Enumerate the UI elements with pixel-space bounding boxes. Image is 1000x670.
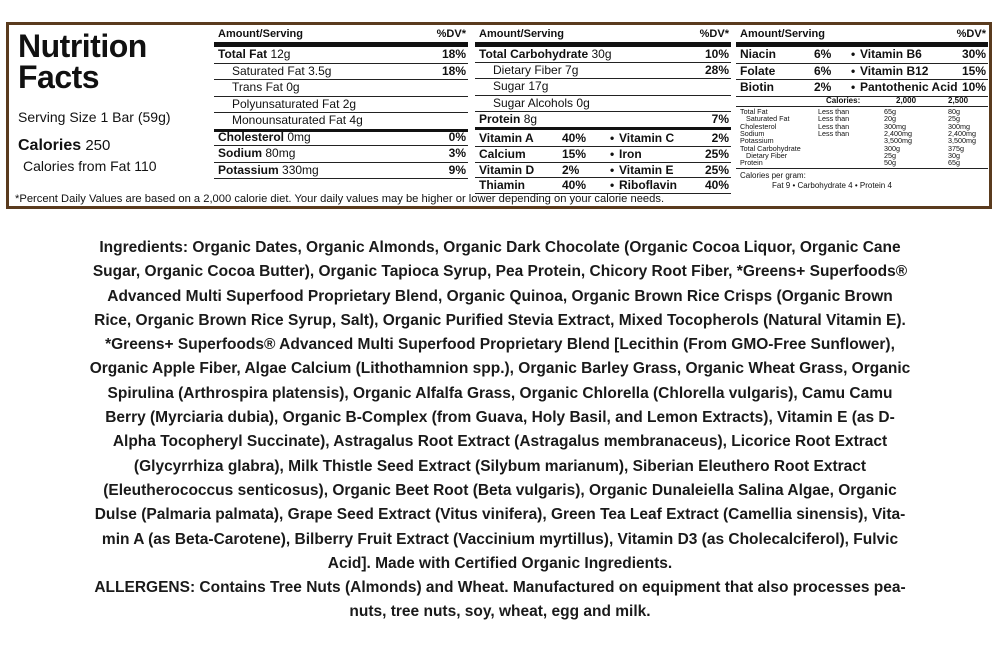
dv-table-cell: Less than	[818, 121, 850, 131]
amount-header: Amount/Serving	[218, 28, 303, 40]
vitamin-name: Vitamin B12	[860, 63, 929, 78]
nutrient-dv: 9%	[448, 162, 466, 177]
ingredients-line: (Eleutherococcus senticosus), Organic Beet Root (Beta vulgaris), Organic Dunaleiella Salina Algae, Organic	[103, 481, 897, 499]
dv-table-cell: 25g	[948, 114, 960, 124]
dv-table-cell: Total Carbohydrate	[740, 143, 801, 153]
dv-table-cell: 3,500mg	[948, 136, 976, 146]
nutrition-facts-panel	[6, 22, 992, 209]
nutrient-label: Sugar	[493, 79, 526, 94]
ingredients-line: (Glycyrrhiza glabra), Milk Thistle Seed Extract (Silybum marianum), Siberian Eleuthero Root Extract	[133, 457, 867, 475]
nutrient-dv: 3%	[448, 146, 466, 160]
nutrient-row	[214, 163, 468, 180]
vitamin-name: Vitamin D	[479, 162, 535, 177]
serving-size: Serving Size 1 Bar (59g)	[18, 109, 171, 125]
dv-table-cell: 300g	[884, 143, 900, 153]
calories-value: 250	[85, 137, 111, 154]
nutrient-row	[475, 96, 731, 112]
dv-table-cell: Less than	[818, 128, 850, 138]
amount-header: Amount/Serving	[479, 28, 564, 40]
nutrient-label: Total Carbohydrate	[479, 47, 589, 61]
nutrient-row	[214, 97, 468, 114]
vitamin-name: Folate	[740, 63, 776, 78]
nutrient-amount: 4g	[349, 113, 363, 127]
dv-table-cell: Cholesterol	[740, 121, 777, 131]
nutrient-name	[479, 112, 537, 127]
ingredients-line: Advanced Multi Superfood Proprietary Blend, Organic Quinoa, Organic Brown Rice Crisps (Organic Brown	[107, 287, 893, 305]
nutrient-name	[232, 80, 300, 95]
ingredients-line: min A (as Beta-Carotene), Bilberry Fruit Extract (Vaccinium myrtillus), Vitamin D3 (as Cholecalciferol), Fulvic	[101, 530, 899, 548]
dv-table-divider	[736, 168, 988, 169]
vitamin-name: Iron	[619, 146, 642, 161]
vitamin-dv: 2%	[562, 162, 580, 177]
vitamin-row	[736, 80, 988, 97]
nutrition-facts-title	[18, 28, 147, 95]
nutrient-amount: 3.5g	[308, 63, 332, 78]
amount-header: Amount/Serving	[740, 28, 825, 40]
title-line-1: Nutrition	[18, 28, 147, 64]
nutrient-amount: 0g	[286, 80, 300, 94]
nutrient-row	[475, 63, 731, 79]
dv-table-cell: 65g	[884, 107, 896, 116]
vitamin-name: Calcium	[479, 146, 526, 161]
nutrient-amount: 8g	[523, 111, 538, 126]
ingredients-line: Dulse (Palmaria palmata), Grape Seed Extract (Vitus vinifera), Green Tea Leaf Extract (Camellia sinensis), Vita-	[94, 506, 906, 524]
nutrient-label: Total Fat	[218, 47, 268, 61]
nutrient-dv: 10%	[704, 47, 729, 61]
dv-header: %DV*	[699, 28, 729, 40]
nutrient-row	[475, 47, 731, 63]
nutrient-label: Saturated Fat	[232, 63, 305, 78]
dv-header: %DV*	[956, 28, 986, 40]
vitamin-name: Vitamin A	[479, 131, 534, 145]
ingredients-line: Spirulina (Arthrospira platensis), Organic Alfalfa Grass, Organic Chlorella (Chlorella vulgaris), Camu Camu	[107, 384, 893, 402]
calories-from-fat: Calories from Fat 110	[23, 158, 157, 174]
vitamin-dv: 15%	[961, 63, 986, 78]
nutrient-dv: 18%	[441, 47, 466, 61]
ingredients-line: *Greens+ Superfoods® Advanced Multi Superfood Proprietary Blend [Lecithin (From GMO-Free Sunflower),	[105, 336, 895, 354]
nutrient-name	[232, 113, 363, 128]
dv-header: %DV*	[436, 28, 466, 40]
nutrient-name	[218, 163, 319, 178]
nutrient-label: Protein	[479, 111, 521, 126]
dv-table-cell: Protein	[740, 158, 763, 168]
dv-table-cell: 50g	[884, 158, 896, 168]
nutrient-label: Sugar Alcohols	[493, 95, 574, 110]
vitamin-name: Vitamin C	[619, 131, 675, 145]
dv-table-cell: Dietary Fiber	[746, 150, 788, 160]
dv-table-cell: 300mg	[884, 121, 906, 131]
nutrient-table-2	[475, 27, 731, 193]
vitamin-name: Thiamin	[479, 178, 526, 193]
table-header	[475, 27, 731, 47]
nutrient-amount: 80mg	[265, 146, 296, 160]
vitamin-name: Vitamin B6	[860, 47, 922, 61]
vitamin-row	[736, 47, 988, 64]
nutrient-label: Monounsaturated Fat	[232, 113, 347, 127]
nutrient-name	[493, 63, 578, 78]
table-header	[736, 27, 988, 47]
dv-table-cell: Sodium	[740, 128, 765, 138]
nutrient-amount: 0mg	[287, 129, 311, 144]
vitamin-row	[475, 178, 731, 194]
dv-table-cell: Less than	[818, 107, 850, 116]
vitamin-name: Pantothenic Acid	[860, 80, 958, 94]
nutrient-row	[475, 112, 731, 130]
calories-label: Calories	[18, 137, 82, 154]
ingredients-line: Berry (Myrciaria dubia), Organic B-Complex (from Guava, Holy Basil, and Lemon Extracts), Vitamin E (as D-	[105, 409, 895, 427]
vitamin-row	[736, 64, 988, 81]
ingredients-line: Rice, Organic Brown Rice Syrup, Salt), Organic Purified Stevia Extract, Mixed Tocopherols (Natural Vitamin E).	[94, 311, 906, 329]
nutrient-name	[493, 96, 590, 111]
daily-value-footnote: *Percent Daily Values are based on a 2,000 calorie diet. Your daily values may be higher or lower depending on your calorie needs.	[15, 193, 665, 205]
vitamin-dv: 15%	[562, 146, 587, 161]
nutrient-amount: 17g	[528, 79, 549, 94]
ingredients-line: Ingredients: Organic Dates, Organic Almonds, Organic Dark Chocolate (Organic Cocoa Liquor, Organic Cane	[99, 239, 901, 256]
nutrient-label: Polyunsaturated Fat	[232, 96, 340, 111]
nutrient-label: Dietary Fiber	[493, 63, 562, 78]
nutrient-dv: 28%	[704, 63, 729, 78]
dv-table-cell: 2,400mg	[948, 128, 976, 138]
vitamin-dv: 2%	[814, 80, 832, 94]
bullet-icon: •	[851, 63, 856, 78]
dv-table-head: Calories:	[826, 96, 861, 105]
nutrient-label: Cholesterol	[218, 129, 285, 144]
nutrient-row	[214, 64, 468, 81]
title-line-2: Facts	[18, 59, 100, 95]
nutrient-dv: 0%	[448, 129, 466, 144]
vitamin-dv: 40%	[562, 131, 587, 145]
nutrient-row	[214, 80, 468, 97]
nutrient-amount: 2g	[342, 96, 357, 111]
dv-table-cell: Potassium	[740, 136, 774, 146]
bullet-icon: •	[610, 146, 615, 161]
vitamin-dv: 6%	[814, 47, 832, 61]
dv-table-cell: 65g	[948, 158, 960, 168]
vitamin-dv: 30%	[961, 47, 986, 61]
nutrient-amount: 7g	[565, 63, 579, 78]
nutrient-amount: 12g	[270, 47, 291, 61]
nutrient-amount: 330mg	[282, 162, 319, 177]
allergens-line: ALLERGENS: Contains Tree Nuts (Almonds) and Wheat. Manufactured on equipment that also processes pea-	[94, 579, 906, 597]
dv-table-cell: 300mg	[948, 121, 970, 131]
nutrient-row	[214, 146, 468, 163]
nutrient-amount: 30g	[591, 47, 612, 61]
calories-per-gram-values: Fat 9 • Carbohydrate 4 • Protein 4	[772, 181, 892, 190]
nutrient-table-1	[214, 27, 468, 179]
nutrient-name	[232, 97, 356, 112]
nutrient-name	[493, 79, 548, 94]
vitamin-dv: 10%	[961, 80, 986, 94]
vitamin-row	[475, 131, 731, 147]
nutrient-name	[218, 146, 295, 161]
nutrient-amount: 0g	[576, 95, 590, 110]
vitamin-name: Biotin	[740, 80, 774, 94]
nutrient-row	[214, 47, 468, 64]
nutrient-label: Sodium	[218, 146, 262, 160]
dv-table-cell: 3,500mg	[884, 136, 912, 146]
bullet-icon: •	[610, 162, 615, 177]
nutrient-label: Potassium	[218, 162, 279, 177]
nutrient-name	[479, 47, 612, 62]
dv-table-cell: Less than	[818, 114, 850, 124]
nutrient-table-3	[736, 27, 988, 207]
ingredients-line: Alpha Tocopheryl Succinate), Astragalus Root Extract (Astragalus membranaceus), Licorice Root Extract	[112, 433, 888, 451]
bullet-icon: •	[610, 131, 615, 145]
dv-table-cell: 25g	[884, 150, 896, 160]
nutrient-row	[475, 79, 731, 95]
ingredients-line: Acid]. Made with Certified Organic Ingredients.	[327, 554, 673, 572]
nutrient-dv: 7%	[711, 111, 729, 126]
dv-table-cell: Saturated Fat	[746, 114, 790, 124]
vitamin-dv: 40%	[704, 178, 729, 193]
calories	[18, 137, 110, 155]
vitamin-dv: 6%	[814, 63, 832, 78]
vitamin-row	[475, 163, 731, 179]
nutrient-row	[214, 130, 468, 147]
table-header	[214, 27, 468, 47]
ingredients-line: Organic Apple Fiber, Algae Calcium (Lithothamnion spp.), Organic Barley Grass, Organic Wheat Grass, Organic	[89, 360, 911, 378]
allergens-line: nuts, tree nuts, soy, wheat, egg and milk.	[349, 603, 651, 621]
vitamin-row	[475, 147, 731, 163]
calories-per-gram-label: Calories per gram:	[740, 171, 806, 180]
nutrient-name	[232, 64, 331, 79]
vitamin-dv: 25%	[704, 162, 729, 177]
vitamin-dv: 25%	[704, 146, 729, 161]
bullet-icon: •	[610, 178, 615, 193]
ingredients-text	[12, 236, 988, 625]
dv-table-head: 2,500	[948, 96, 969, 105]
vitamin-name: Niacin	[740, 47, 777, 61]
nutrient-name	[218, 130, 311, 145]
dv-table-cell: 20g	[884, 114, 896, 124]
vitamin-name: Vitamin E	[619, 162, 674, 177]
vitamin-dv: 2%	[711, 131, 729, 145]
dv-table-head: 2,000	[896, 96, 917, 105]
vitamin-name: Riboflavin	[619, 178, 678, 193]
bullet-icon: •	[851, 80, 856, 94]
bullet-icon: •	[851, 47, 856, 61]
dv-table-cell: 375g	[948, 143, 964, 153]
dv-table-cell: Total Fat	[740, 107, 768, 116]
nutrient-dv: 18%	[441, 63, 466, 78]
vitamin-dv: 40%	[562, 178, 587, 193]
dv-table-cell: 30g	[948, 150, 960, 160]
dv-table-cell: 2,400mg	[884, 128, 912, 138]
dv-table-cell: 80g	[948, 107, 960, 116]
ingredients-line: Sugar, Organic Cocoa Butter), Organic Tapioca Syrup, Pea Protein, Chicory Root Fiber, *Greens+ Superfoods®	[92, 263, 908, 281]
nutrient-name	[218, 47, 290, 62]
nutrient-label: Trans Fat	[232, 80, 283, 94]
